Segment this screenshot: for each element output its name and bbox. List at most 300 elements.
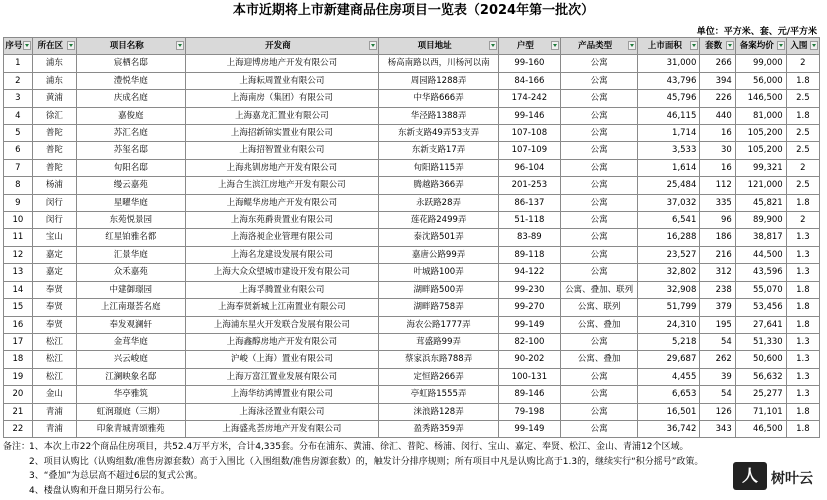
table-cell: 盈秀路359弄 — [379, 420, 499, 437]
table-cell: 3,533 — [638, 142, 700, 159]
table-cell: 东新支路49弄53支弄 — [379, 125, 499, 142]
filter-dropdown-icon[interactable] — [369, 41, 377, 50]
table-cell: 2.5 — [786, 125, 819, 142]
table-cell: 19 — [4, 368, 33, 385]
table-cell: 86-137 — [498, 194, 560, 211]
table-cell: 89-118 — [498, 246, 560, 263]
unit-label: 单位：平方米、套、元/平方米 — [696, 27, 817, 37]
table-cell: 腾越路366弄 — [379, 177, 499, 194]
table-cell: 56,000 — [735, 72, 786, 89]
table-cell: 99,321 — [735, 159, 786, 176]
table-cell: 公寓 — [560, 246, 638, 263]
col-header-units[interactable]: 套数 — [700, 38, 735, 55]
table-cell: 上海招智置业有限公司 — [185, 142, 379, 159]
table-cell: 上海鲲华房地产开发有限公司 — [185, 194, 379, 211]
table-cell: 印象青城青颂雅苑 — [77, 420, 186, 437]
table-row — [4, 107, 820, 124]
table-cell: 上海鑫醇房地产开发有限公司 — [185, 333, 379, 350]
table-cell: 宝山 — [32, 229, 76, 246]
table-cell: 51,799 — [638, 299, 700, 316]
table-cell: 105,200 — [735, 125, 786, 142]
table-cell: 1.8 — [786, 72, 819, 89]
table-cell: 嘉定 — [32, 246, 76, 263]
table-cell: 13 — [4, 264, 33, 281]
table-cell: 36,742 — [638, 420, 700, 437]
table-cell: 46,500 — [735, 420, 786, 437]
note-item — [3, 455, 823, 470]
table-cell: 83-89 — [498, 229, 560, 246]
table-cell: 201-253 — [498, 177, 560, 194]
table-cell: 红星铂雅名都 — [77, 229, 186, 246]
table-cell: 1.8 — [786, 403, 819, 420]
table-cell: 9 — [4, 194, 33, 211]
note-text: 3、“叠加”为总层高不超过6层的复式公寓。 — [29, 471, 203, 481]
table-row — [4, 264, 820, 281]
table-cell: 32,908 — [638, 281, 700, 298]
table-cell: 茸盛路99弄 — [379, 333, 499, 350]
table-cell: 奉贤 — [32, 281, 76, 298]
notes-label: 备注： — [3, 442, 31, 452]
table-cell: 上海浦东星火开发联合发展有限公司 — [185, 316, 379, 333]
table-cell: 31,000 — [638, 55, 700, 72]
table-cell: 闵行 — [32, 212, 76, 229]
table-cell: 266 — [700, 55, 735, 72]
table-cell: 公寓 — [560, 333, 638, 350]
table-cell: 上海华纺鸿博置业有限公司 — [185, 386, 379, 403]
table-cell: 335 — [700, 194, 735, 211]
table-cell: 公寓 — [560, 212, 638, 229]
table-cell: 上海东苑爵贵置业有限公司 — [185, 212, 379, 229]
header-row — [4, 38, 820, 55]
table-cell: 中建御璟园 — [77, 281, 186, 298]
col-header-area[interactable]: 上市面积 — [638, 38, 700, 55]
table-cell: 汇景华庭 — [77, 246, 186, 263]
table-cell: 22 — [4, 420, 33, 437]
table-cell: 华亭雅筑 — [77, 386, 186, 403]
table-cell: 105,200 — [735, 142, 786, 159]
table-cell: 莲花路2499弄 — [379, 212, 499, 229]
watermark-logo — [733, 454, 825, 494]
col-header-price[interactable]: 备案均价 — [735, 38, 786, 55]
table-cell: 沪峻（上海）置业有限公司 — [185, 351, 379, 368]
table-cell: 2 — [786, 159, 819, 176]
table-cell: 262 — [700, 351, 735, 368]
note-text: 1、本次上市22个商品住房项目，共52.4万平方米，合计4,335套。分布在浦东、黄浦、徐汇、普陀、杨浦、闵行、宝山、嘉定、奉贤、松江、金山、青浦12个区域。 — [29, 442, 689, 452]
table-cell: 1.3 — [786, 386, 819, 403]
table-cell: 庆成名庭 — [77, 90, 186, 107]
col-header-type[interactable]: 产品类型 — [560, 38, 638, 55]
table-cell: 浦东 — [32, 55, 76, 72]
table-cell: 99-149 — [498, 420, 560, 437]
table-cell: 缦云嘉苑 — [77, 177, 186, 194]
table-cell: 14 — [4, 281, 33, 298]
table-cell: 2.5 — [786, 90, 819, 107]
table-cell: 公寓 — [560, 403, 638, 420]
table-cell: 1.8 — [786, 281, 819, 298]
table-cell: 43,796 — [638, 72, 700, 89]
table-cell: 黄浦 — [32, 90, 76, 107]
filter-dropdown-icon[interactable] — [777, 41, 785, 50]
table-cell: 星曜华庭 — [77, 194, 186, 211]
note-item — [3, 469, 823, 484]
note-item — [3, 484, 823, 499]
table-cell: 上海名龙建设发展有限公司 — [185, 246, 379, 263]
table-cell: 奉发观澜轩 — [77, 316, 186, 333]
note-text: 4、楼盘认购和开盘日期另行公布。 — [29, 485, 170, 496]
table-cell: 1.3 — [786, 351, 819, 368]
table-cell: 闵行 — [32, 194, 76, 211]
notes — [3, 440, 823, 498]
table-cell: 1 — [4, 55, 33, 72]
table-cell: 华泾路1388弄 — [379, 107, 499, 124]
table-cell: 公寓 — [560, 90, 638, 107]
table-row — [4, 159, 820, 176]
table-cell: 238 — [700, 281, 735, 298]
table-row — [4, 246, 820, 263]
table-cell: 普陀 — [32, 142, 76, 159]
table-cell: 6 — [4, 142, 33, 159]
table-cell: 2 — [4, 72, 33, 89]
table-cell: 松江 — [32, 351, 76, 368]
table-cell: 3 — [4, 90, 33, 107]
table-cell: 公寓 — [560, 194, 638, 211]
filter-dropdown-icon[interactable] — [176, 41, 184, 50]
table-row — [4, 333, 820, 350]
table-cell: 湖畔路500弄 — [379, 281, 499, 298]
table-cell: 38,817 — [735, 229, 786, 246]
table-cell: 苏汇名庭 — [77, 125, 186, 142]
table-cell: 99-230 — [498, 281, 560, 298]
table-cell: 226 — [700, 90, 735, 107]
table-cell: 79-198 — [498, 403, 560, 420]
table-cell: 94-122 — [498, 264, 560, 281]
table-cell: 394 — [700, 72, 735, 89]
table-cell: 1.8 — [786, 299, 819, 316]
table-cell: 16 — [700, 125, 735, 142]
filter-dropdown-icon[interactable] — [690, 41, 698, 50]
table-cell: 1.8 — [786, 316, 819, 333]
table-cell: 4,455 — [638, 368, 700, 385]
table-cell: 2.5 — [786, 142, 819, 159]
table-cell: 虹润璟庭（三期） — [77, 403, 186, 420]
table-cell: 12 — [4, 246, 33, 263]
table-cell: 56,632 — [735, 368, 786, 385]
table-cell: 周园路1288弄 — [379, 72, 499, 89]
table-cell: 1.8 — [786, 107, 819, 124]
table-cell: 公寓 — [560, 125, 638, 142]
table-cell: 金山 — [32, 386, 76, 403]
table-cell: 84-166 — [498, 72, 560, 89]
table-cell: 泰沈路501弄 — [379, 229, 499, 246]
table-cell: 1.3 — [786, 229, 819, 246]
table-cell: 126 — [700, 403, 735, 420]
table-cell: 上海招新锦实置业有限公司 — [185, 125, 379, 142]
table-cell: 195 — [700, 316, 735, 333]
table-cell: 嘉定 — [32, 264, 76, 281]
col-header-district[interactable]: 所在区 — [32, 38, 76, 55]
table-cell: 公寓 — [560, 72, 638, 89]
table-cell: 1.8 — [786, 420, 819, 437]
table-cell: 中华路666弄 — [379, 90, 499, 107]
table-cell: 174-242 — [498, 90, 560, 107]
table-cell: 21 — [4, 403, 33, 420]
table-cell: 松江 — [32, 333, 76, 350]
table-cell: 涞浪路128弄 — [379, 403, 499, 420]
col-header-index[interactable]: 序号 — [4, 38, 33, 55]
table-cell: 99-270 — [498, 299, 560, 316]
note-text: 2、项目认购比（认购组数/准售房源套数）高于入围比（入围组数/准售房源套数）的，触发计分排序规则；所有项目中凡是认购比高于1.3的，继续实行“积分摇号”政策。 — [29, 456, 704, 467]
col-header-address[interactable]: 项目地址 — [379, 38, 499, 55]
table-row — [4, 72, 820, 89]
table-cell: 旬阳名邸 — [77, 159, 186, 176]
filter-dropdown-icon[interactable] — [67, 41, 75, 50]
table-cell: 25,277 — [735, 386, 786, 403]
table-cell: 82-100 — [498, 333, 560, 350]
filter-dropdown-icon[interactable] — [489, 41, 497, 50]
table-cell: 15 — [4, 299, 33, 316]
note-item — [3, 440, 823, 455]
table-cell: 上海合生滨江房地产开发有限公司 — [185, 177, 379, 194]
table-cell: 89-146 — [498, 386, 560, 403]
table-cell: 379 — [700, 299, 735, 316]
table-cell: 公寓、叠加 — [560, 316, 638, 333]
table-cell: 11 — [4, 229, 33, 246]
table-cell: 53,456 — [735, 299, 786, 316]
table-cell: 永跃路28弄 — [379, 194, 499, 211]
table-cell: 上海孚腾置业有限公司 — [185, 281, 379, 298]
table-cell: 43,596 — [735, 264, 786, 281]
table-row — [4, 55, 820, 72]
table-cell: 24,310 — [638, 316, 700, 333]
table-cell: 上江南璟荟名庭 — [77, 299, 186, 316]
table-cell: 东苑悦景园 — [77, 212, 186, 229]
table-cell: 普陀 — [32, 159, 76, 176]
table-cell: 上海泳泾置业有限公司 — [185, 403, 379, 420]
table-cell: 东新支路17弄 — [379, 142, 499, 159]
table-cell: 杨高南路以西，川杨河以南 — [379, 55, 499, 72]
col-header-ratio[interactable]: 入围 — [786, 38, 819, 55]
table-cell: 8 — [4, 177, 33, 194]
table-row — [4, 125, 820, 142]
table-cell: 公寓 — [560, 107, 638, 124]
table-cell: 90-202 — [498, 351, 560, 368]
table-cell: 定恒路266弄 — [379, 368, 499, 385]
table-cell: 54 — [700, 333, 735, 350]
table-cell: 上海迎博房地产开发有限公司 — [185, 55, 379, 72]
table-cell: 上海万富江置业发展有限公司 — [185, 368, 379, 385]
table-cell: 1.3 — [786, 264, 819, 281]
table-cell: 51-118 — [498, 212, 560, 229]
table-cell: 1.3 — [786, 368, 819, 385]
table-cell: 99,000 — [735, 55, 786, 72]
table-cell: 312 — [700, 264, 735, 281]
table-cell: 100-131 — [498, 368, 560, 385]
table-cell: 众禾嘉苑 — [77, 264, 186, 281]
table-cell: 45,796 — [638, 90, 700, 107]
table-cell: 旬阳路115弄 — [379, 159, 499, 176]
table-cell: 徐汇 — [32, 107, 76, 124]
table-cell: 51,330 — [735, 333, 786, 350]
table-cell: 18 — [4, 351, 33, 368]
table-cell: 上海南房（集团）有限公司 — [185, 90, 379, 107]
table-cell: 5 — [4, 125, 33, 142]
watermark-mark: 人 — [733, 462, 767, 490]
table-cell: 1.8 — [786, 194, 819, 211]
table-cell: 上海兆钏房地产开发有限公司 — [185, 159, 379, 176]
table-cell: 5,218 — [638, 333, 700, 350]
table-cell: 112 — [700, 177, 735, 194]
table-cell: 27,641 — [735, 316, 786, 333]
table-cell: 公寓 — [560, 264, 638, 281]
table-cell: 107-109 — [498, 142, 560, 159]
table-cell: 海农公路1777弄 — [379, 316, 499, 333]
table-cell: 苏玺名邸 — [77, 142, 186, 159]
table-cell: 奉贤 — [32, 299, 76, 316]
table-cell: 46,115 — [638, 107, 700, 124]
table-cell: 20 — [4, 386, 33, 403]
table-row — [4, 403, 820, 420]
table-cell: 青浦 — [32, 403, 76, 420]
table-cell: 99-149 — [498, 316, 560, 333]
table-cell: 奉贤 — [32, 316, 76, 333]
table-cell: 23,527 — [638, 246, 700, 263]
table-cell: 浦东 — [32, 72, 76, 89]
table-cell: 44,500 — [735, 246, 786, 263]
table-cell: 146,500 — [735, 90, 786, 107]
table-cell: 1.3 — [786, 246, 819, 263]
table-cell: 松江 — [32, 368, 76, 385]
filter-dropdown-icon[interactable] — [726, 41, 734, 50]
table-cell: 7 — [4, 159, 33, 176]
table-cell: 343 — [700, 420, 735, 437]
watermark-text: 树叶云 — [771, 471, 813, 487]
table-cell: 54 — [700, 386, 735, 403]
table-cell: 澧悦华庭 — [77, 72, 186, 89]
table-cell: 普陀 — [32, 125, 76, 142]
table-cell: 叶城路100弄 — [379, 264, 499, 281]
table-cell: 蔡家浜东路788弄 — [379, 351, 499, 368]
table-row — [4, 316, 820, 333]
table-cell: 湖畔路758弄 — [379, 299, 499, 316]
table-cell: 公寓 — [560, 55, 638, 72]
table-cell: 121,000 — [735, 177, 786, 194]
table-cell: 96 — [700, 212, 735, 229]
table-cell: 10 — [4, 212, 33, 229]
table-row — [4, 229, 820, 246]
table-cell: 上海洛昶企业管理有限公司 — [185, 229, 379, 246]
table-row — [4, 142, 820, 159]
table-cell: 440 — [700, 107, 735, 124]
filter-dropdown-icon[interactable] — [23, 41, 31, 50]
table-cell: 107-108 — [498, 125, 560, 142]
table-cell: 1,714 — [638, 125, 700, 142]
table-cell: 37,032 — [638, 194, 700, 211]
table-cell: 55,070 — [735, 281, 786, 298]
col-header-layout[interactable]: 户型 — [498, 38, 560, 55]
table-cell: 71,101 — [735, 403, 786, 420]
table-cell: 宸栖名邸 — [77, 55, 186, 72]
table-cell: 16 — [700, 159, 735, 176]
table-cell: 1,614 — [638, 159, 700, 176]
col-header-developer[interactable]: 开发商 — [185, 38, 379, 55]
table-cell: 32,802 — [638, 264, 700, 281]
table-cell: 嘉俊庭 — [77, 107, 186, 124]
table-cell: 公寓、叠加、联列 — [560, 281, 638, 298]
table-cell: 29,687 — [638, 351, 700, 368]
housing-table — [3, 37, 820, 438]
col-header-project[interactable]: 项目名称 — [77, 38, 186, 55]
table-cell: 上海耘周置业有限公司 — [185, 72, 379, 89]
table-cell: 17 — [4, 333, 33, 350]
table-row — [4, 420, 820, 437]
table-cell: 2 — [786, 55, 819, 72]
table-row — [4, 212, 820, 229]
table-row — [4, 90, 820, 107]
table-cell: 上海奉贤新城上江南置业有限公司 — [185, 299, 379, 316]
table-cell: 江澜映象名邸 — [77, 368, 186, 385]
table-cell: 亭虹路1555弄 — [379, 386, 499, 403]
table-cell: 公寓 — [560, 159, 638, 176]
table-cell: 公寓 — [560, 142, 638, 159]
table-cell: 4 — [4, 107, 33, 124]
table-cell: 99-160 — [498, 55, 560, 72]
table-cell: 公寓 — [560, 229, 638, 246]
table-cell: 上海大众众望城市建设开发有限公司 — [185, 264, 379, 281]
table-cell: 上海嘉龙汇置业有限公司 — [185, 107, 379, 124]
table-cell: 兴云峻庭 — [77, 351, 186, 368]
table-row — [4, 281, 820, 298]
table-cell: 16,501 — [638, 403, 700, 420]
table-row — [4, 177, 820, 194]
table-cell: 81,000 — [735, 107, 786, 124]
filter-dropdown-icon[interactable] — [810, 41, 818, 50]
table-cell: 45,821 — [735, 194, 786, 211]
table-cell: 2.5 — [786, 177, 819, 194]
table-cell: 上海盛兆荟房地产开发有限公司 — [185, 420, 379, 437]
table-cell: 6,541 — [638, 212, 700, 229]
table-cell: 嘉唐公路99弄 — [379, 246, 499, 263]
table-row — [4, 299, 820, 316]
table-cell: 公寓 — [560, 386, 638, 403]
table-cell: 金茸华庭 — [77, 333, 186, 350]
page-title: 本市近期将上市新建商品住房项目一览表（2024年第一批次） — [232, 3, 595, 18]
table-cell: 6,653 — [638, 386, 700, 403]
table-row — [4, 351, 820, 368]
table-cell: 216 — [700, 246, 735, 263]
table-row — [4, 194, 820, 211]
table-row — [4, 386, 820, 403]
table-cell: 公寓 — [560, 368, 638, 385]
table-cell: 杨浦 — [32, 177, 76, 194]
table-cell: 青浦 — [32, 420, 76, 437]
table-row — [4, 368, 820, 385]
table-cell: 16 — [4, 316, 33, 333]
table-cell: 89,900 — [735, 212, 786, 229]
table-cell: 186 — [700, 229, 735, 246]
table-cell: 1.3 — [786, 333, 819, 350]
table-cell: 30 — [700, 142, 735, 159]
table-cell: 39 — [700, 368, 735, 385]
table-cell: 25,484 — [638, 177, 700, 194]
table-cell: 公寓、联列 — [560, 299, 638, 316]
filter-dropdown-icon[interactable] — [551, 41, 559, 50]
table-cell: 50,600 — [735, 351, 786, 368]
table-cell: 96-104 — [498, 159, 560, 176]
table-cell: 99-146 — [498, 107, 560, 124]
table-cell: 公寓 — [560, 420, 638, 437]
table-cell: 公寓 — [560, 177, 638, 194]
filter-dropdown-icon[interactable] — [628, 41, 636, 50]
